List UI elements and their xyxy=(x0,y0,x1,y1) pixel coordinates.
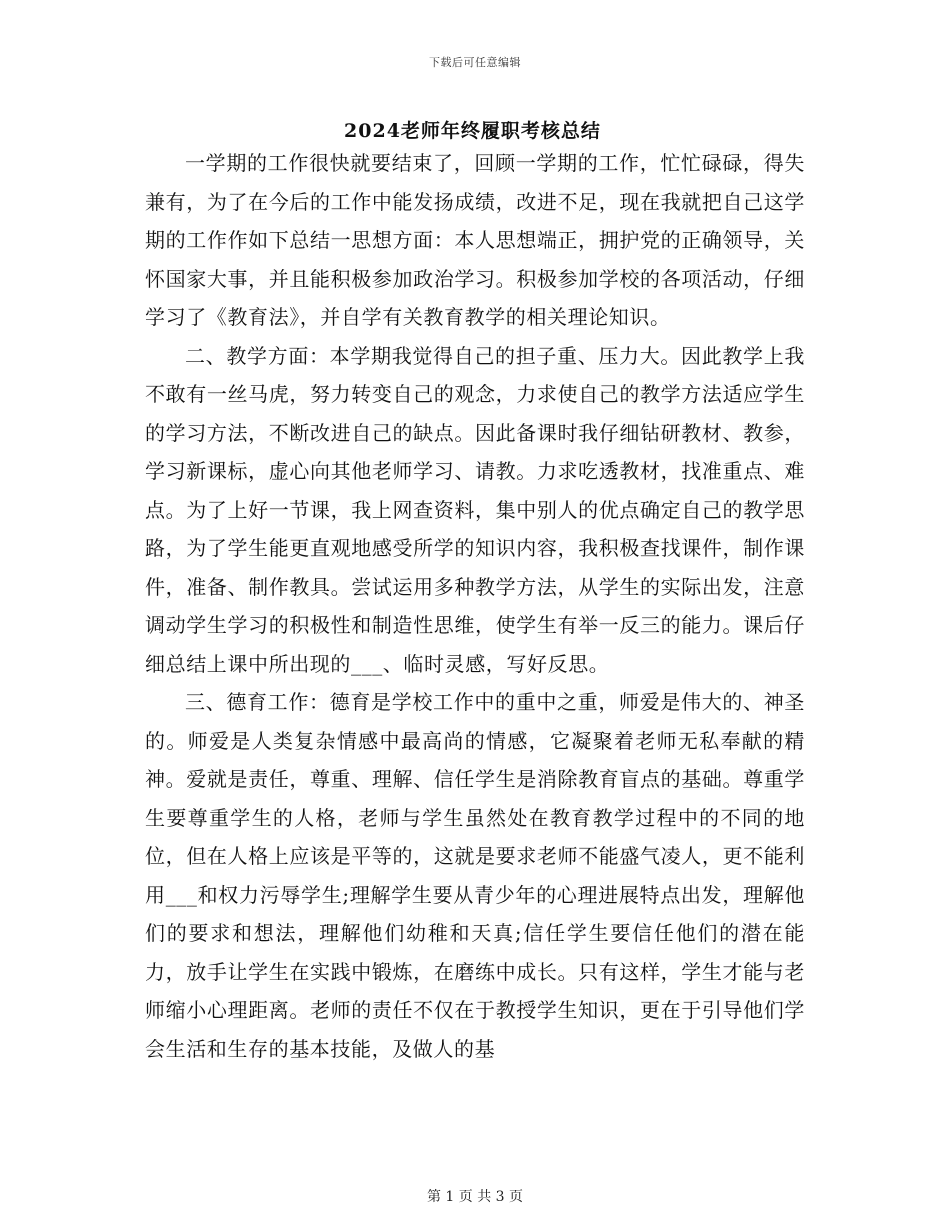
paragraph-moral-education: 三、德育工作：德育是学校工作中的重中之重，师爱是伟大的、神圣的。师爱是人类复杂情感中最高尚的情感，它凝聚着老师无私奉献的精神。爱就是责任，尊重、理解、信任学生是消除教育盲点的基础。尊重学生要尊重学生的人格，老师与学生虽然处在教育教学过程中的不同的地位，但在人格上应该是平等的，这就是要求老师不能盛气凌人，更不能利用___和权力污辱学生;理解学生要从青少年的心理进展特点出发，理解他们的要求和想法，理解他们幼稚和天真;信任学生要信任他们的潜在能力，放手让学生在实践中锻炼，在磨练中成长。只有这样，学生才能与老师缩小心理距离。老师的责任不仅在于教授学生知识，更在于引导他们学会生活和生存的基本技能，及做人的基 xyxy=(145,690,805,1061)
paragraph-teaching: 二、教学方面：本学期我觉得自己的担子重、压力大。因此教学上我不敢有一丝马虎，努力转变自己的观念，力求使自己的教学方法适应学生的学习方法，不断改进自己的缺点。因此备课时我仔细钻研教材、教参，学习新课标，虚心向其他老师学习、请教。力求吃透教材，找准重点、难点。为了上好一节课，我上网查资料，集中别人的优点确定自己的教学思路，为了学生能更直观地感受所学的知识内容，我积极查找课件，制作课件，准备、制作教具。尝试运用多种教学方法，从学生的实际出发，注意调动学生学习的积极性和制造性思维，使学生有举一反三的能力。课后仔细总结上课中所出现的___、临时灵感，写好反思。 xyxy=(145,343,805,676)
header-note: 下载后可任意编辑 xyxy=(429,56,521,69)
paragraph-intro: 一学期的工作很快就要结束了，回顾一学期的工作，忙忙碌碌，得失兼有，为了在今后的工作中能发扬成绩，改进不足，现在我就把自己这学期的工作作如下总结一思想方面：本人思想端正，拥护党的正确领导，关怀国家大事，并且能积极参加政治学习。积极参加学校的各项活动，仔细学习了《教育法》，并自学有关教育教学的相关理论知识。 xyxy=(145,151,805,329)
document-body xyxy=(145,144,805,1068)
page-number: 第 1 页 共 3 页 xyxy=(426,1189,524,1205)
document-title: 2024老师年终履职考核总结 xyxy=(344,120,601,142)
